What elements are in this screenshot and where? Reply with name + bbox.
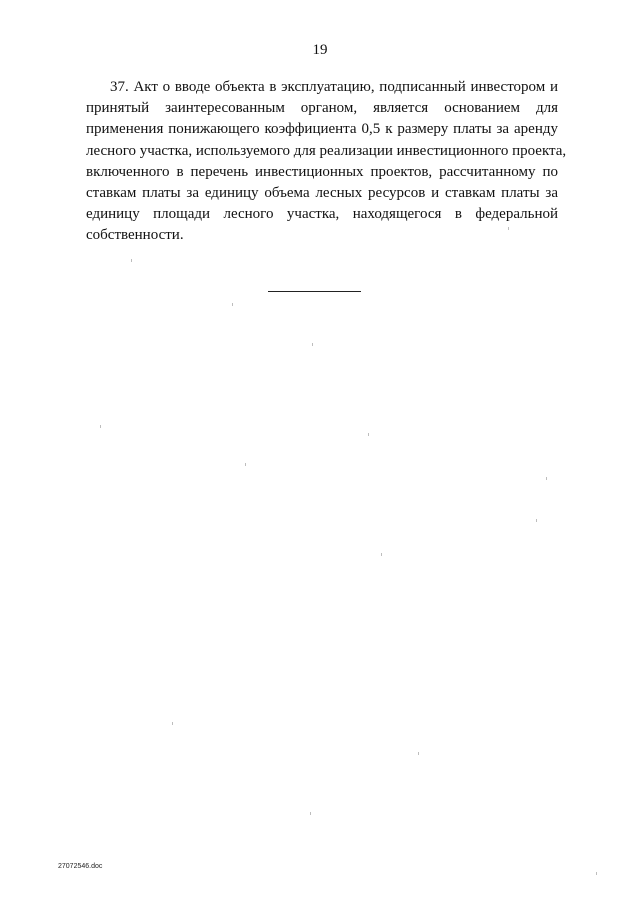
scan-speck <box>508 227 509 230</box>
scan-speck <box>546 477 547 480</box>
paragraph-line: применения понижающего коэффициента 0,5 к размеру платы за аренду <box>86 121 558 138</box>
paragraph-line: лесного участка, используемого для реализации инвестиционного проекта, <box>86 142 567 159</box>
scan-speck <box>172 722 173 725</box>
paragraph-line: включенного в перечень инвестиционных проектов, рассчитанному по <box>86 163 558 180</box>
scan-speck <box>536 519 537 522</box>
scan-speck <box>381 553 382 556</box>
document-file-code: 27072546.doc <box>58 863 103 870</box>
scan-speck <box>368 433 369 436</box>
paragraph-line: собственности. <box>86 227 184 244</box>
scan-speck <box>232 303 233 306</box>
paragraph-line: 37. Акт о вводе объекта в эксплуатацию, подписанный инвестором и <box>110 79 558 95</box>
scan-speck <box>100 425 101 428</box>
scan-speck <box>312 343 313 346</box>
scan-speck <box>596 872 597 875</box>
scan-speck <box>245 463 246 466</box>
paragraph-line: единицу площади лесного участка, находящегося в федеральной <box>86 206 558 223</box>
paragraph-line: ставкам платы за единицу объема лесных ресурсов и ставкам платы за <box>86 184 558 201</box>
paragraph-37 <box>86 77 567 247</box>
paragraph-line: принятый заинтересованным органом, является основанием для <box>86 100 558 117</box>
scan-speck <box>131 259 132 262</box>
page-number: 19 <box>312 42 328 58</box>
scan-speck <box>418 752 419 755</box>
section-separator-line <box>268 291 361 292</box>
scan-speck <box>310 812 311 815</box>
